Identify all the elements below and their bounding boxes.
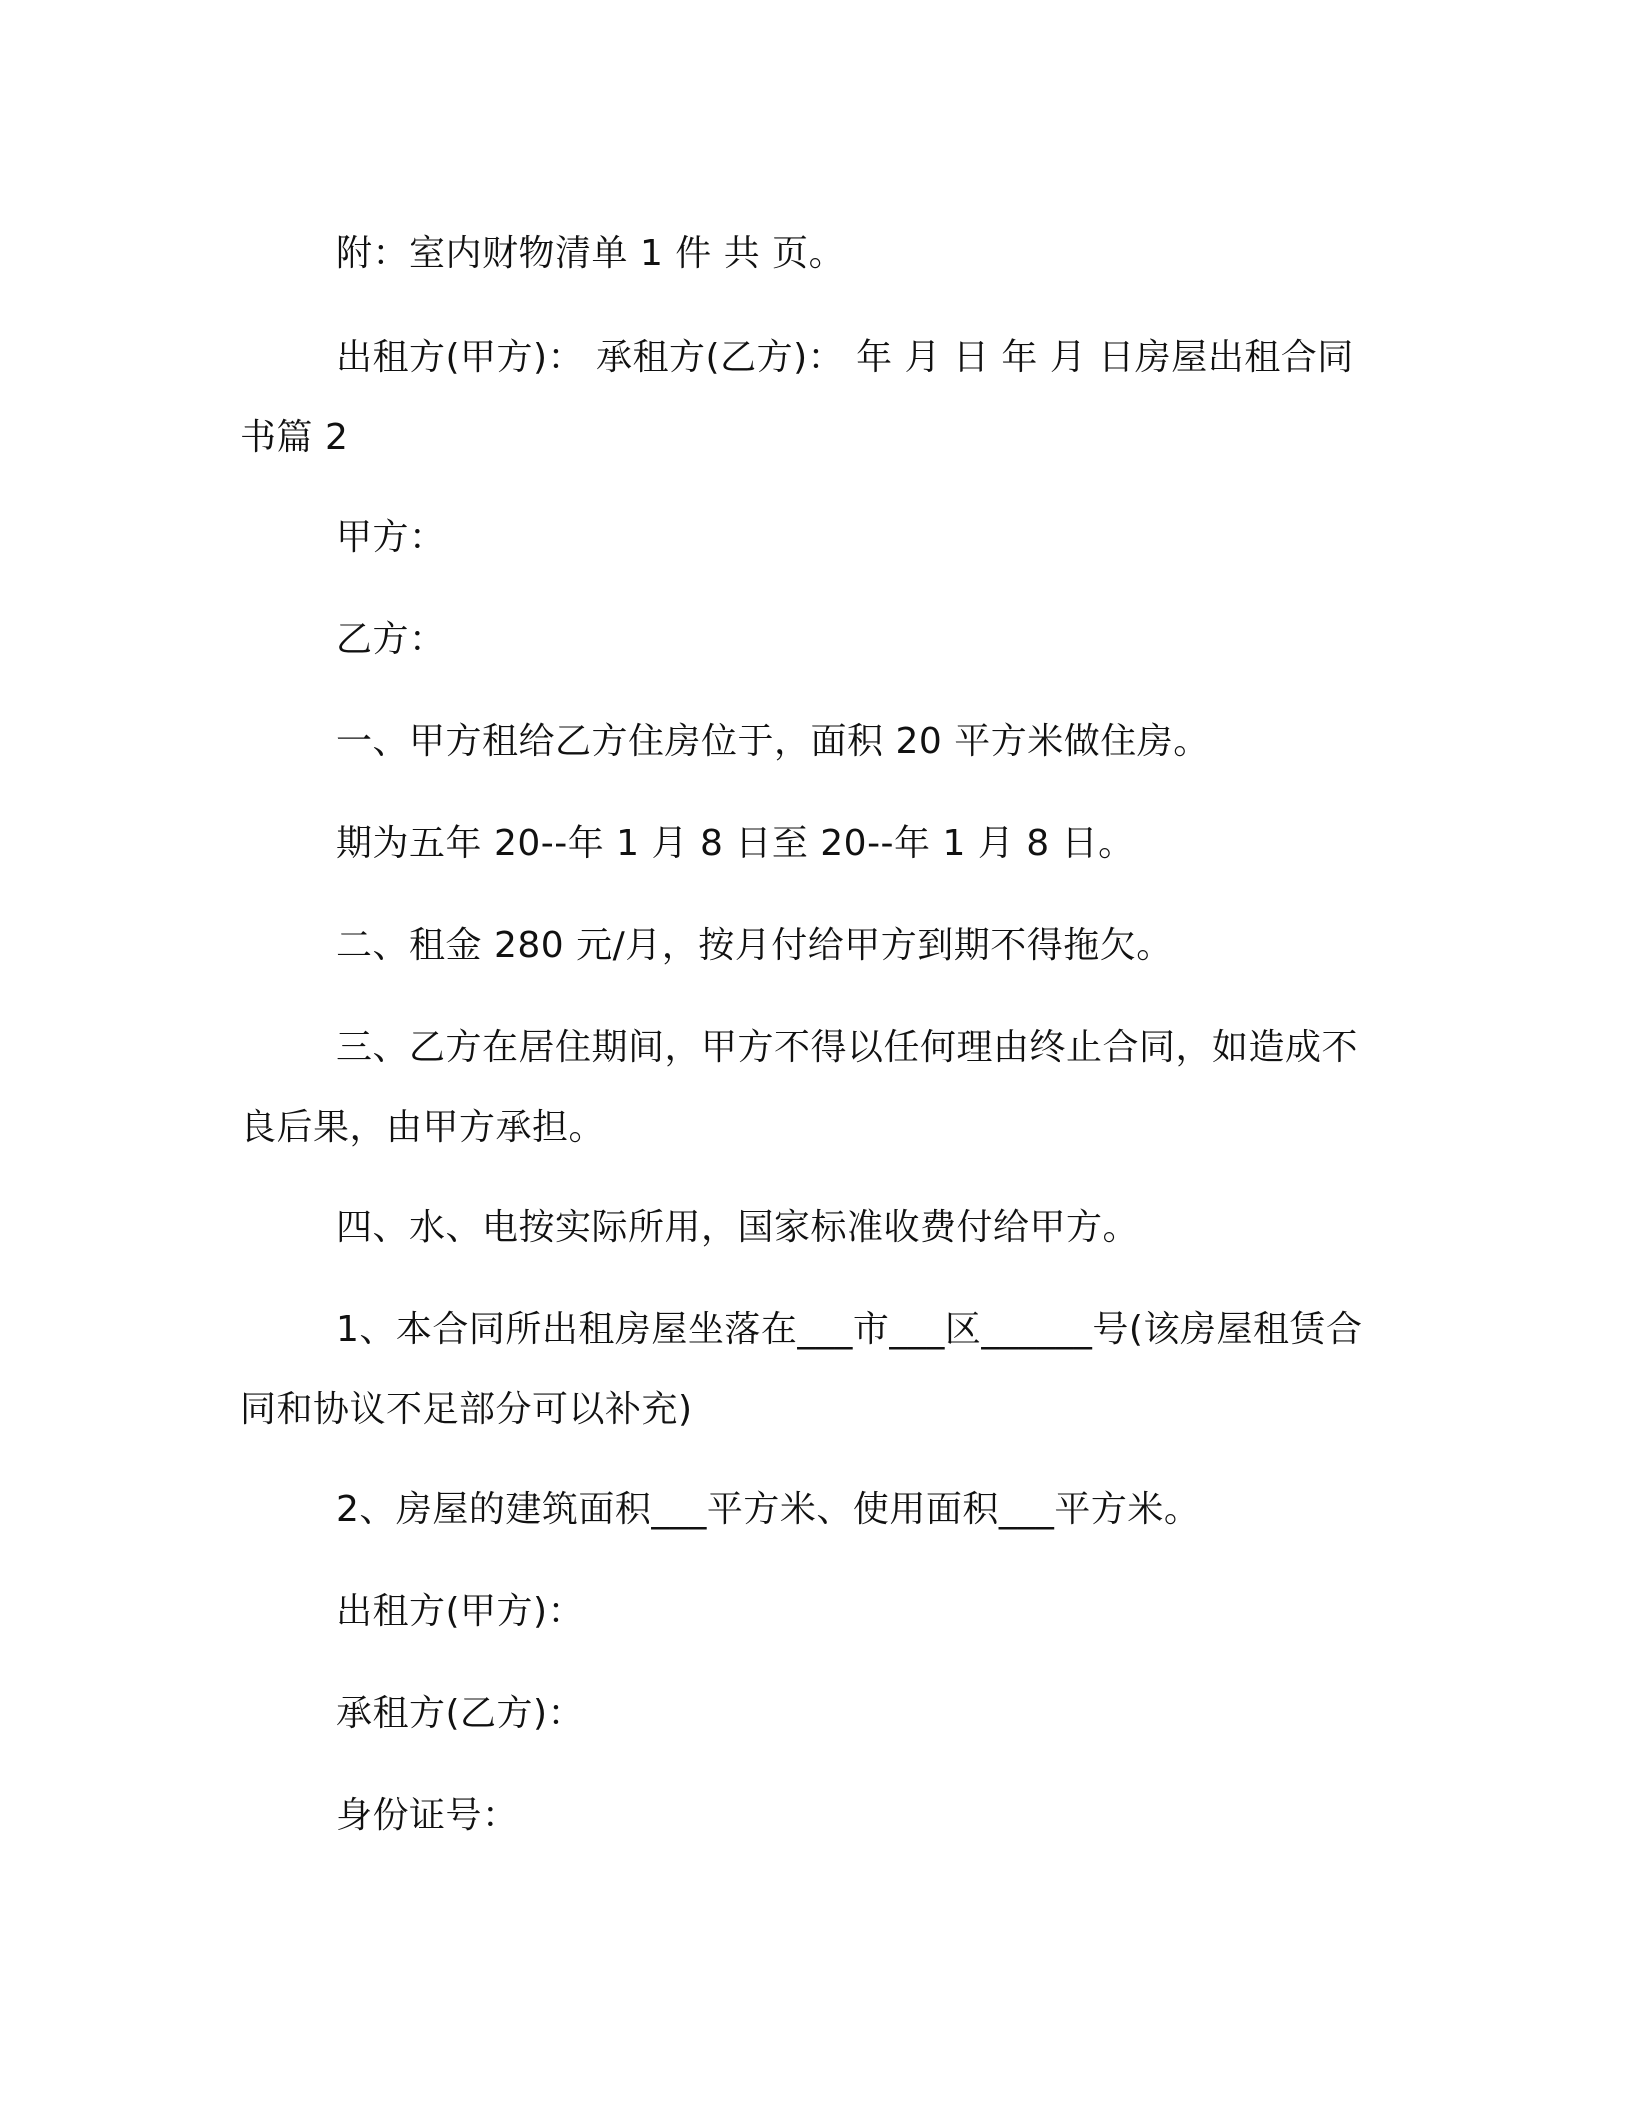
party-a-line: 甲方： [336,517,446,558]
attachment-line: 附：室内财物清单 1 件 共 页。 [336,233,846,274]
party-b-line: 乙方： [336,619,446,660]
item-1-location: 1、本合同所出租房屋坐落在___市___区______号(该房屋租赁合同和协议不足部分可以补充) [240,1309,1363,1430]
lessee-signature-line: 承租方(乙方)： [336,1693,585,1734]
clause-4-utilities: 四、水、电按实际所用，国家标准收费付给甲方。 [336,1207,1140,1248]
clause-1: 一、甲方租给乙方住房位于，面积 20 平方米做住房。 [336,721,1210,762]
lease-term-line: 期为五年 20--年 1 月 8 日至 20--年 1 月 8 日。 [336,823,1135,864]
clause-3: 三、乙方在居住期间，甲方不得以任何理由终止合同，如造成不良后果，由甲方承担。 [240,1027,1359,1148]
lessor-signature-line: 出租方(甲方)： [336,1591,585,1632]
id-number-line: 身份证号： [336,1795,519,1836]
item-2-area: 2、房屋的建筑面积___平方米、使用面积___平方米。 [336,1489,1201,1530]
clause-2-rent: 二、租金 280 元/月，按月付给甲方到期不得拖欠。 [336,925,1173,966]
signature-and-title-line: 出租方(甲方)： 承租方(乙方)： 年 月 日 年 月 日房屋出租合同书篇 2 [240,337,1354,458]
